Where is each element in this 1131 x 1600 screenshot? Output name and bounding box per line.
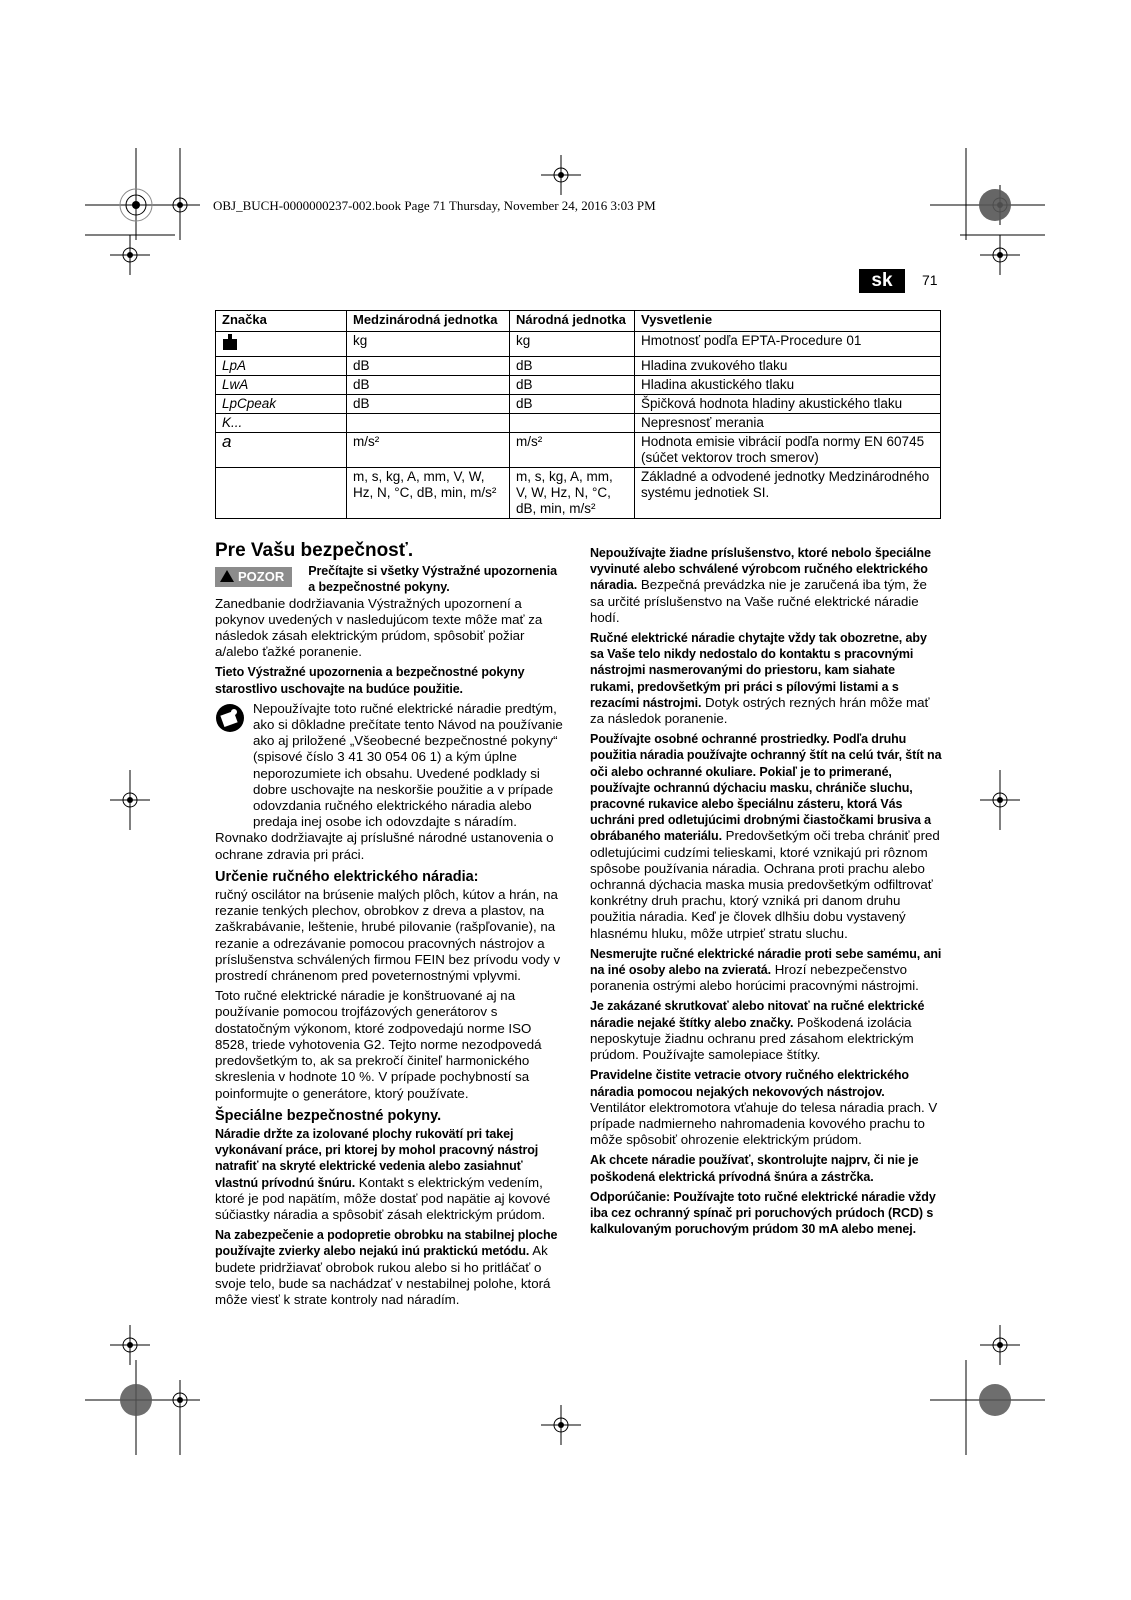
safety-paragraph [590, 731, 942, 942]
symbol-cell: LpA [216, 357, 347, 376]
safety-text: Bezpečná prevádzka nie je zaručená iba tým, že sa určité príslušenstvo na Vaše ručné elektrické náradie hodí. [590, 577, 927, 625]
read-manual-icon [215, 703, 245, 733]
symbol-cell: a [216, 433, 347, 468]
regulations-text: Rovnako dodržiavajte aj príslušné národné ustanovenia o ochrane zdravia pri práci. [215, 830, 554, 862]
manual-text: Nepoužívajte toto ručné elektrické náradie predtým, ako si dôkladne prečítate tento Návod na používanie ako aj priložené „Všeobecné bezpečnostné pokyny“ (spisové číslo 3 41 30 054 06 1) a kým úplne neporozumiete ich obsahu. Uvedené podklady si dobre uschovajte na neskoršie použitie a v prípade odovzdania ručného elektrického náradia alebo predaja inej osobe ich odovzdajte s náradím. [253, 700, 563, 830]
page-number: 71 [922, 272, 938, 288]
table-row [216, 433, 941, 468]
safety-paragraph [590, 1067, 942, 1148]
explanation-cell: Hodnota emisie vibrácií podľa normy EN 60745 (súčet vektorov troch smerov) [635, 433, 941, 468]
manual-notice [215, 701, 565, 831]
safety-paragraph [590, 946, 942, 995]
language-badge: sk [859, 269, 905, 293]
safety-text: Ventilátor elektromotora vťahuje do telesa náradia prach. V prípade nadmierneho nahromadenia kovového prachu to môže spôsobiť ohrozenie elektrickým prúdom. [590, 1099, 938, 1148]
symbol-cell: K... [216, 414, 347, 433]
safety-bold: Nepoužívajte žiadne príslušenstvo, ktoré nebolo špeciálne vyvinuté alebo schválené výrobcom ručného elektrického náradia. [590, 546, 931, 593]
intl-cell [347, 414, 510, 433]
safety-bold: Pravidelne čistite vetracie otvory ručného elektrického náradia pomocou nejakých nekovových nástrojov. [590, 1068, 909, 1099]
safety-bold: Ručné elektrické náradie chytajte vždy tak obozretne, aby sa Vaše telo nikdy nedostalo do kontaktu s pracovnými nástrojmi nasmerovanými do priestoru, kam siahate rukami, predovšetkým pri práci s pílovými listami a s rezacími nástrojmi. [590, 631, 927, 710]
national-cell: dB [510, 376, 635, 395]
safety-text: Ak budete pridržiavať obrobok rukou alebo si ho pritláčať o svoje telo, bude sa nachádzať v nestabilnej polohe, ktorá môže viesť k strate kontroly nad náradím. [215, 1243, 551, 1307]
symbol-cell [216, 468, 347, 519]
safety-bold: Je zakázané skrutkovať alebo nitovať na ručné elektrické náradie nejaké štítky alebo značky. [590, 999, 925, 1030]
safety-bold: Náradie držte za izolované plochy rukovätí pri takej vykonávaní práce, pri ktorej by mohol pracovný nástroj natrafiť na skryté elektrické vedenia alebo zasiahnuť vlastnú prívodnú šnúru. [215, 1126, 539, 1190]
national-cell: m, s, kg, A, mm, V, W, Hz, N, °C, dB, min, m/s² [510, 468, 635, 519]
national-cell: kg [510, 332, 635, 357]
safety-paragraph [215, 1126, 565, 1223]
warning-bold-text: Prečítajte si všetky Výstražné upozornenia a bezpečnostné pokyny. [308, 564, 557, 595]
intl-cell: kg [347, 332, 510, 357]
safety-paragraph [590, 998, 942, 1063]
safety-paragraph [590, 630, 942, 727]
national-cell: dB [510, 357, 635, 376]
safety-paragraph [215, 1227, 565, 1308]
table-row [216, 414, 941, 433]
explanation-cell: Hladina zvukového tlaku [635, 357, 941, 376]
col-intl-header: Medzinárodná jednotka [347, 311, 510, 332]
left-column [215, 540, 565, 1312]
purpose-text: ručný oscilátor na brúsenie malých plôch, kútov a hrán, na rezanie tenkých plechov, obrobkov z dreva a plastov, na zaškrabávanie, leštenie, hrubé pilovanie (rašpľovanie), na rezanie a odrezávanie pomocou pracovných nástrojov a príslušenstva schválených firmou FEIN bez prívodu vody v prostredí chránenom pred poveternostnými vplyvmi. [215, 887, 561, 984]
generator-text: Toto ručné elektrické náradie je konštruované aj na používanie pomocou trojfázových generátorov s dostatočným výkonom, ktoré zodpovedajú norme ISO 8528, triede vyhotovenia G2. Tejto norme nezodpovedá predovšetkým to, ak sa prekročí činiteľ harmonického skreslenia v hodnote 10 %. V prípade pochybností sa poinformujte o generátore, ktorý používate. [215, 988, 542, 1101]
explanation-cell: Nepresnosť merania [635, 414, 941, 433]
warning-triangle-icon [220, 570, 234, 582]
safety-text: Hrozí nebezpečenstvo poranenia ostrými alebo horúcimi pracovnými nástrojmi. [590, 962, 919, 994]
col-explanation-header: Vysvetlenie [635, 311, 941, 332]
special-safety-heading: Špeciálne bezpečnostné pokyny. [215, 1107, 442, 1124]
explanation-cell: Hladina akustického tlaku [635, 376, 941, 395]
safety-bold: Na zabezpečenie a podopretie obrobku na stabilnej ploche používajte zvierky alebo nejakú inú praktickú metódu. [215, 1228, 558, 1259]
safety-paragraph: Ak chcete náradie používať, skontrolujte najprv, či nie je poškodená elektrická prívodná šnúra a zástrčka. [590, 1153, 919, 1184]
national-cell: dB [510, 395, 635, 414]
explanation-cell: Základné a odvodené jednotky Medzinárodného systému jednotiek SI. [635, 468, 941, 519]
intl-cell: dB [347, 376, 510, 395]
table-row [216, 332, 941, 357]
table-header-row [216, 311, 941, 332]
intl-cell: dB [347, 357, 510, 376]
book-header-line: OBJ_BUCH-0000000237-002.book Page 71 Thursday, November 24, 2016 3:03 PM [213, 198, 656, 213]
purpose-heading: Určenie ručného elektrického náradia: [215, 868, 479, 885]
intl-cell: m/s² [347, 433, 510, 468]
symbol-cell [216, 332, 347, 357]
warning-block [215, 563, 565, 595]
pozor-label: POZOR [238, 569, 285, 585]
units-table [215, 310, 941, 519]
table-row [216, 357, 941, 376]
table-row [216, 468, 941, 519]
col-national-header: Národná jednotka [510, 311, 635, 332]
safety-text: Kontakt s elektrickým vedením, ktoré je pod napätím, môže dostať pod napätie aj kovové súčiastky náradia a spôsobiť zásah elektrickým prúdom. [215, 1174, 551, 1222]
pozor-badge [215, 567, 292, 587]
safety-text: Poškodená izolácia neposkytuje žiadnu ochranu pred zásahom elektrickým prúdom. Používajte samolepiace štítky. [590, 1014, 914, 1063]
section-title: Pre Vašu bezpečnosť. [215, 540, 414, 561]
safety-text: Dotyk ostrých rezných hrán môže mať za následok poranenie. [590, 694, 930, 727]
symbol-cell: LpCpeak [216, 395, 347, 414]
keep-instructions-text: Tieto Výstražné upozornenia a bezpečnostné pokyny starostlivo uschovajte na budúce použitie. [215, 665, 525, 696]
safety-paragraph [590, 545, 942, 626]
table-row [216, 376, 941, 395]
col-symbol-header: Značka [216, 311, 347, 332]
symbol-cell: LwA [216, 376, 347, 395]
intl-cell: m, s, kg, A, mm, V, W, Hz, N, °C, dB, min, m/s² [347, 468, 510, 519]
weight-icon [222, 333, 238, 351]
right-column [590, 545, 942, 1241]
intl-cell: dB [347, 395, 510, 414]
table-row [216, 395, 941, 414]
explanation-cell: Špičková hodnota hladiny akustického tlaku [635, 395, 941, 414]
explanation-cell: Hmotnosť podľa EPTA-Procedure 01 [635, 332, 941, 357]
safety-bold: Používajte osobné ochranné prostriedky. Podľa druhu použitia náradia používajte ochranný štít na celú tvár, štít na oči alebo ochranné okuliare. Pokiaľ je to primerané, používajte ochrannú dýchaciu masku, chrániče sluchu, pracovné rukavice alebo špeciálnu zásteru, ktorá Vás uchráni pred odletujúcimi drobnými čiastočkami brusiva a obrábaného materiálu. [590, 732, 942, 844]
safety-bold: Nesmerujte ručné elektrické náradie proti sebe samému, ani na iné osoby alebo na zvieratá. [590, 946, 942, 978]
national-cell [510, 414, 635, 433]
safety-paragraph: Odporúčanie: Používajte toto ručné elektrické náradie vždy iba cez ochranný spínač pri poruchových prúdoch (RCD) s kalkulovaným poruchovým prúdom 30 mA alebo menej. [590, 1189, 936, 1237]
warning-text: Zanedbanie dodržiavania Výstražných upozornení a pokynov uvedených v nasledujúcom texte môže mať za následok zásah elektrickým prúdom, spôsobiť požiar a/alebo ťažké poranenie. [215, 595, 543, 660]
national-cell: m/s² [510, 433, 635, 468]
safety-text: Predovšetkým oči treba chrániť pred odletujúcimi cudzími telieskami, ktoré vznikajú pri rôznom spôsobe používania náradia. Ochrana proti prachu alebo ochranná dýchacia maska musia predovšetkým odfiltrovať konkrétny druh prachu, ktorý vzniká pri danom druhu použitia náradia. Keď je človek dlhšiu dobu vystavený hlasnému hluku, môže utrpieť stratu sluchu. [590, 828, 940, 941]
